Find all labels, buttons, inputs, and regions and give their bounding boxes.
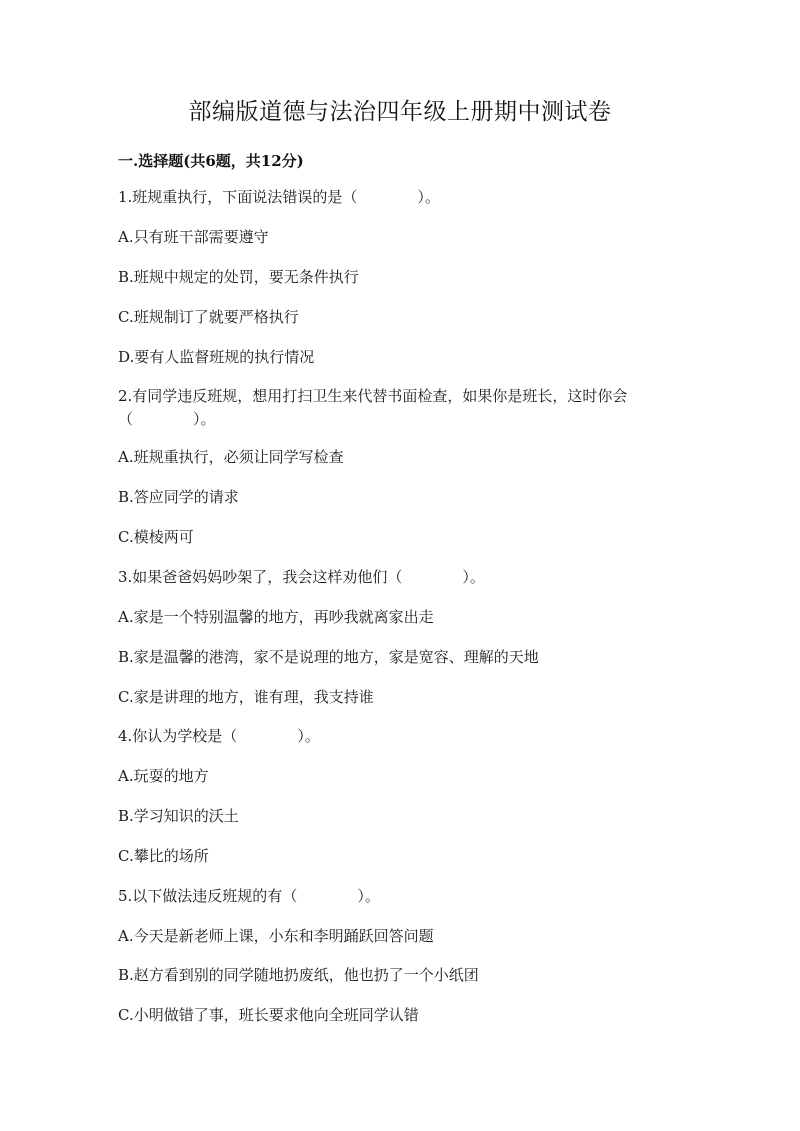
page-title: 部编版道德与法治四年级上册期中测试卷 — [188, 99, 612, 125]
question-2-option-b: B.答应同学的请求 — [118, 488, 239, 506]
question-3-option-b: B.家是温馨的港湾，家不是说理的地方，家是宽容、理解的天地 — [118, 648, 539, 666]
question-4-option-a: A.玩耍的地方 — [118, 767, 209, 785]
question-4-option-b: B.学习知识的沃土 — [118, 807, 239, 825]
question-5-stem: 5.以下做法违反班规的有（ ）。 — [118, 887, 380, 905]
question-2-stem: 2.有同学违反班规，想用打扫卫生来代替书面检查，如果你是班长，这时你会（ ）。 — [118, 387, 628, 428]
question-3-option-a: A.家是一个特别温馨的地方，再吵我就离家出走 — [118, 608, 434, 626]
question-1-option-b: B.班规中规定的处罚，要无条件执行 — [118, 268, 359, 286]
question-1-option-a: A.只有班干部需要遵守 — [118, 228, 269, 246]
question-2-option-c: C.模棱两可 — [118, 528, 194, 546]
section-heading: 一.选择题(共6题，共12分) — [118, 152, 304, 170]
question-4-stem: 4.你认为学校是（ ）。 — [118, 727, 320, 745]
question-5-option-c: C.小明做错了事，班长要求他向全班同学认错 — [118, 1006, 419, 1024]
question-1-option-c: C.班规制订了就要严格执行 — [118, 308, 299, 326]
question-3-option-c: C.家是讲理的地方，谁有理，我支持谁 — [118, 688, 374, 706]
question-5-option-a: A.今天是新老师上课，小东和李明踊跃回答问题 — [118, 927, 434, 945]
question-1-stem: 1.班规重执行，下面说法错误的是（ ）。 — [118, 188, 440, 206]
question-5-option-b: B.赵方看到别的同学随地扔废纸，他也扔了一个小纸团 — [118, 966, 479, 984]
question-3-stem: 3.如果爸爸妈妈吵架了，我会这样劝他们（ ）。 — [118, 568, 485, 586]
question-2-option-a: A.班规重执行，必须让同学写检查 — [118, 448, 344, 466]
question-4-option-c: C.攀比的场所 — [118, 847, 209, 865]
question-1-option-d: D.要有人监督班规的执行情况 — [118, 348, 315, 366]
